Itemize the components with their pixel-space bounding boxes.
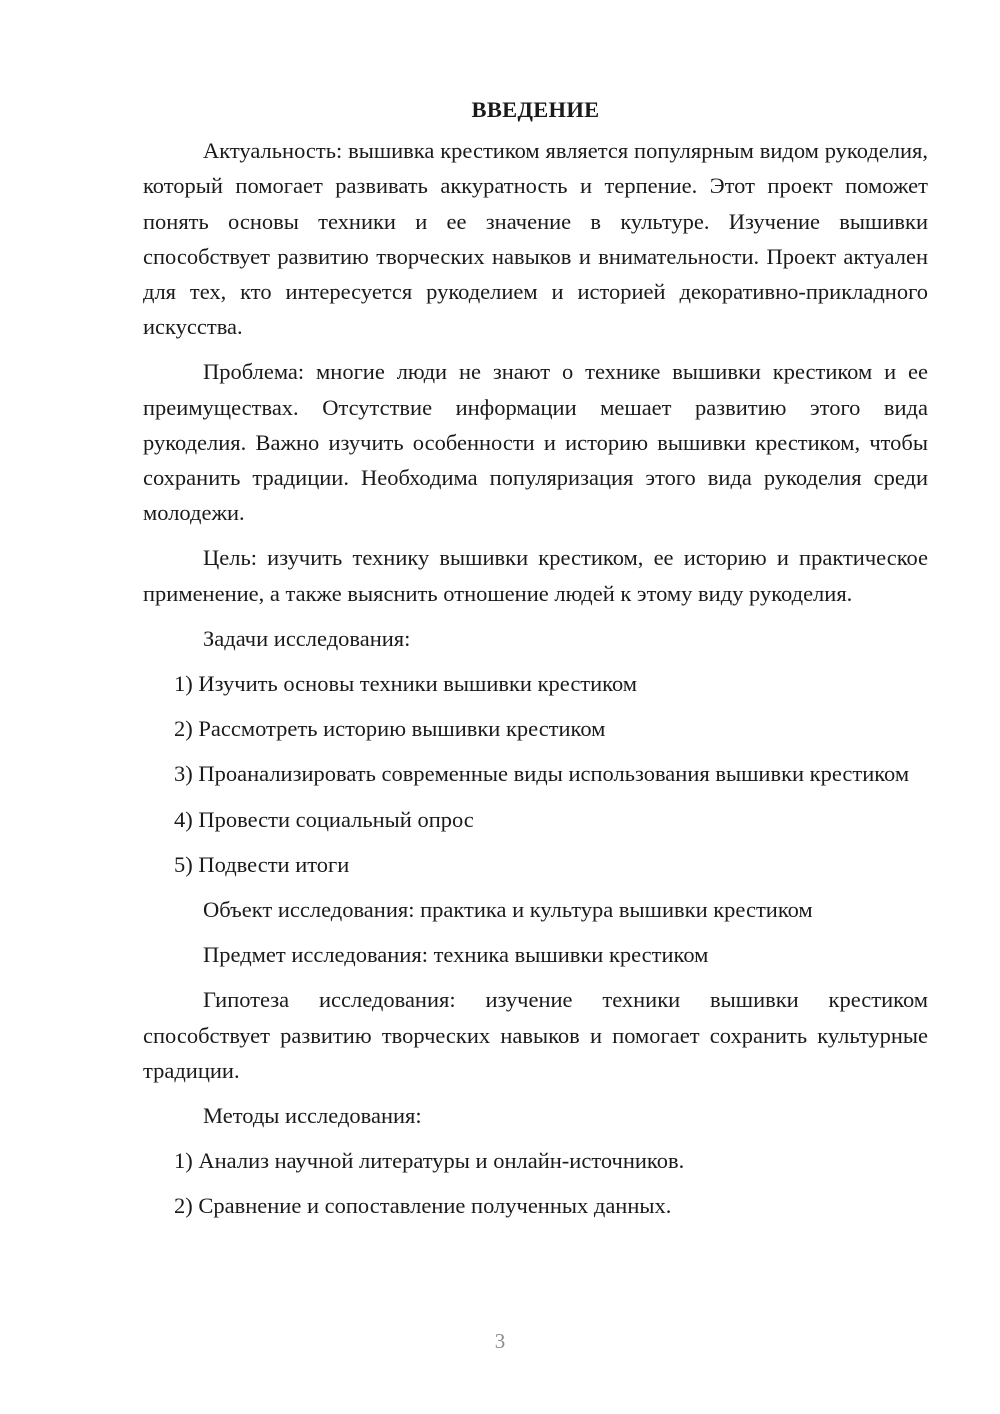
problem-paragraph: Проблема: многие люди не знают о технике вышивки крестиком и ее преимуществах. Отсутствие информации мешает развитию этого вида рукоделия. Важно изучить особенности и историю вышивки крестиком, чтобы сохранить традиции. Необходима популяризация этого вида рукоделия среди молодежи. [143, 359, 928, 526]
section-heading: ВВЕДЕНИЕ [471, 97, 600, 122]
relevance-paragraph: Актуальность: вышивка крестиком является популярным видом рукоделия, который помогает развивать аккуратность и терпение. Этот проект поможет понять основы техники и ее значение в культуре. Изучение вышивки способствует развитию творческих навыков и внимательности. Проект актуален для тех, кто интересуется рукоделием и историей декоративно-прикладного искусства. [143, 138, 928, 340]
method-item: 2) Сравнение и сопоставление полученных данных. [174, 1193, 672, 1219]
subject-paragraph: Предмет исследования: техника вышивки крестиком [203, 942, 709, 968]
object-paragraph: Объект исследования: практика и культура вышивки крестиком [203, 897, 813, 923]
task-item: 5) Подвести итоги [174, 851, 350, 877]
method-item: 1) Анализ научной литературы и онлайн-источников. [174, 1148, 685, 1174]
hypothesis-paragraph: Гипотеза исследования: изучение техники вышивки крестиком способствует развитию творческих навыков и помогает сохранить культурные традиции. [143, 987, 928, 1083]
goal-paragraph: Цель: изучить технику вышивки крестиком, ее историю и практическое применение, а также выяснить отношение людей к этому виду рукоделия. [143, 545, 928, 606]
tasks-heading: Задачи исследования: [203, 625, 411, 651]
methods-heading: Методы исследования: [203, 1103, 422, 1129]
task-item: 3) Проанализировать современные виды использования вышивки крестиком [174, 761, 910, 787]
task-item: 1) Изучить основы техники вышивки крестиком [174, 671, 638, 697]
page-number: 3 [494, 1329, 506, 1353]
task-item: 2) Рассмотреть историю вышивки крестиком [174, 716, 606, 742]
task-item: 4) Провести социальный опрос [174, 806, 474, 832]
document-page [143, 92, 928, 1234]
